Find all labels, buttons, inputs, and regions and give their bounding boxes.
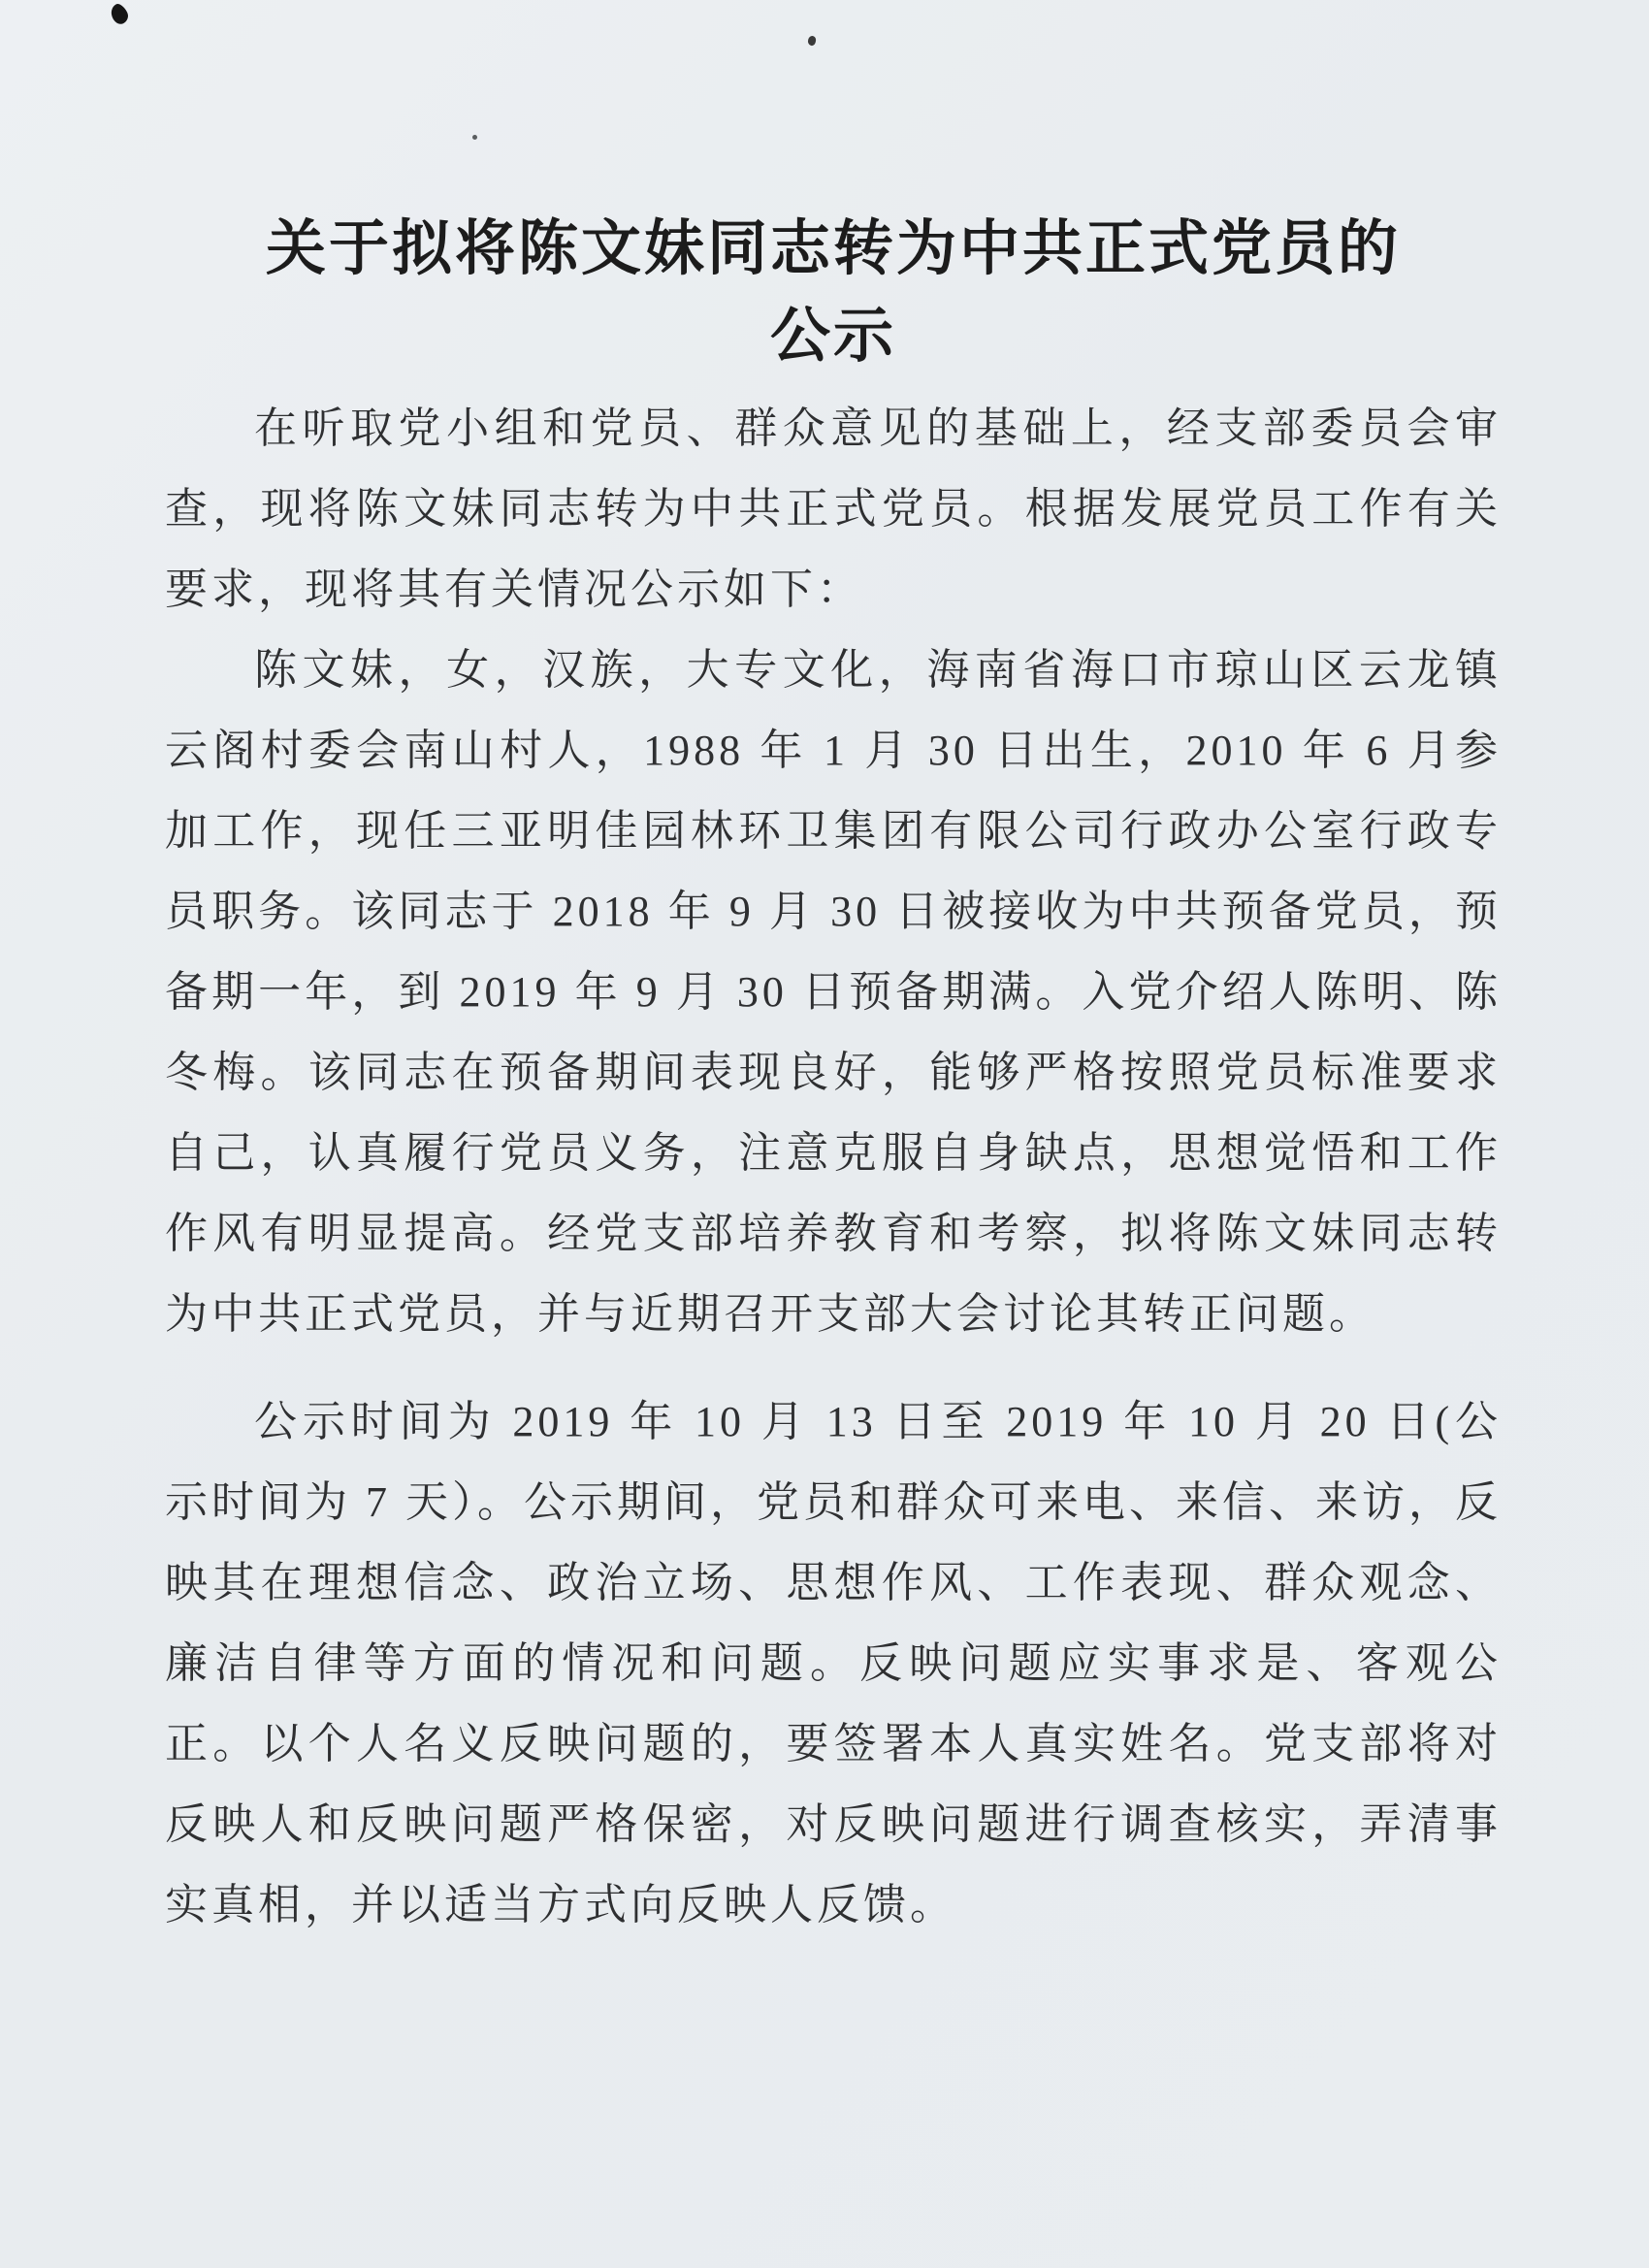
scan-artifact-speck bbox=[807, 35, 817, 47]
title-line-1: 关于拟将陈文妹同志转为中共正式党员的 bbox=[265, 215, 1401, 282]
title-line-2: 公示 bbox=[769, 303, 896, 370]
document-title bbox=[165, 206, 1502, 380]
body-paragraph-2: 陈文妹，女，汉族，大专文化，海南省海口市琼山区云龙镇云阁村委会南山村人，1988 年 1 月 30 日出生，2010 年 6 月参加工作，现任三亚明佳园林环卫集团有限公司行政办公室行政专员职务。该同志于 2018 年 9 月 30 日被接收为中共预备党员，预备期一年，到 2019 年 9 月 30 日预备期满。入党介绍人陈明、陈冬梅。该同志在预备期间表现良好，能够严格按照党员标准要求自己，认真履行党员义务，注意克服自身缺点，思想觉悟和工作作风有明显提高。经党支部培养教育和考察，拟将陈文妹同志转为中共正式党员，并与近期召开支部大会讨论其转正问题。 bbox=[165, 646, 1502, 1338]
body-paragraph-3: 公示时间为 2019 年 10 月 13 日至 2019 年 10 月 20 日(公示时间为 7 天）。公示期间，党员和群众可来电、来信、来访，反映其在理想信念、政治立场、思想作风、工作表现、群众观念、廉洁自律等方面的情况和问题。反映问题应实事求是、客观公正。以个人名义反映问题的，要签署本人真实姓名。党支部将对反映人和反映问题严格保密，对反映问题进行调查核实，弄清事实真相，并以适当方式向反映人反馈。 bbox=[165, 1398, 1502, 1928]
body-paragraph-1: 在听取党小组和党员、群众意见的基础上，经支部委员会审查，现将陈文妹同志转为中共正式党员。根据发展党员工作有关要求，现将其有关情况公示如下： bbox=[165, 405, 1502, 613]
scan-artifact-speck bbox=[108, 1, 131, 26]
scan-artifact-speck bbox=[472, 135, 477, 140]
document-body bbox=[165, 388, 1502, 1945]
